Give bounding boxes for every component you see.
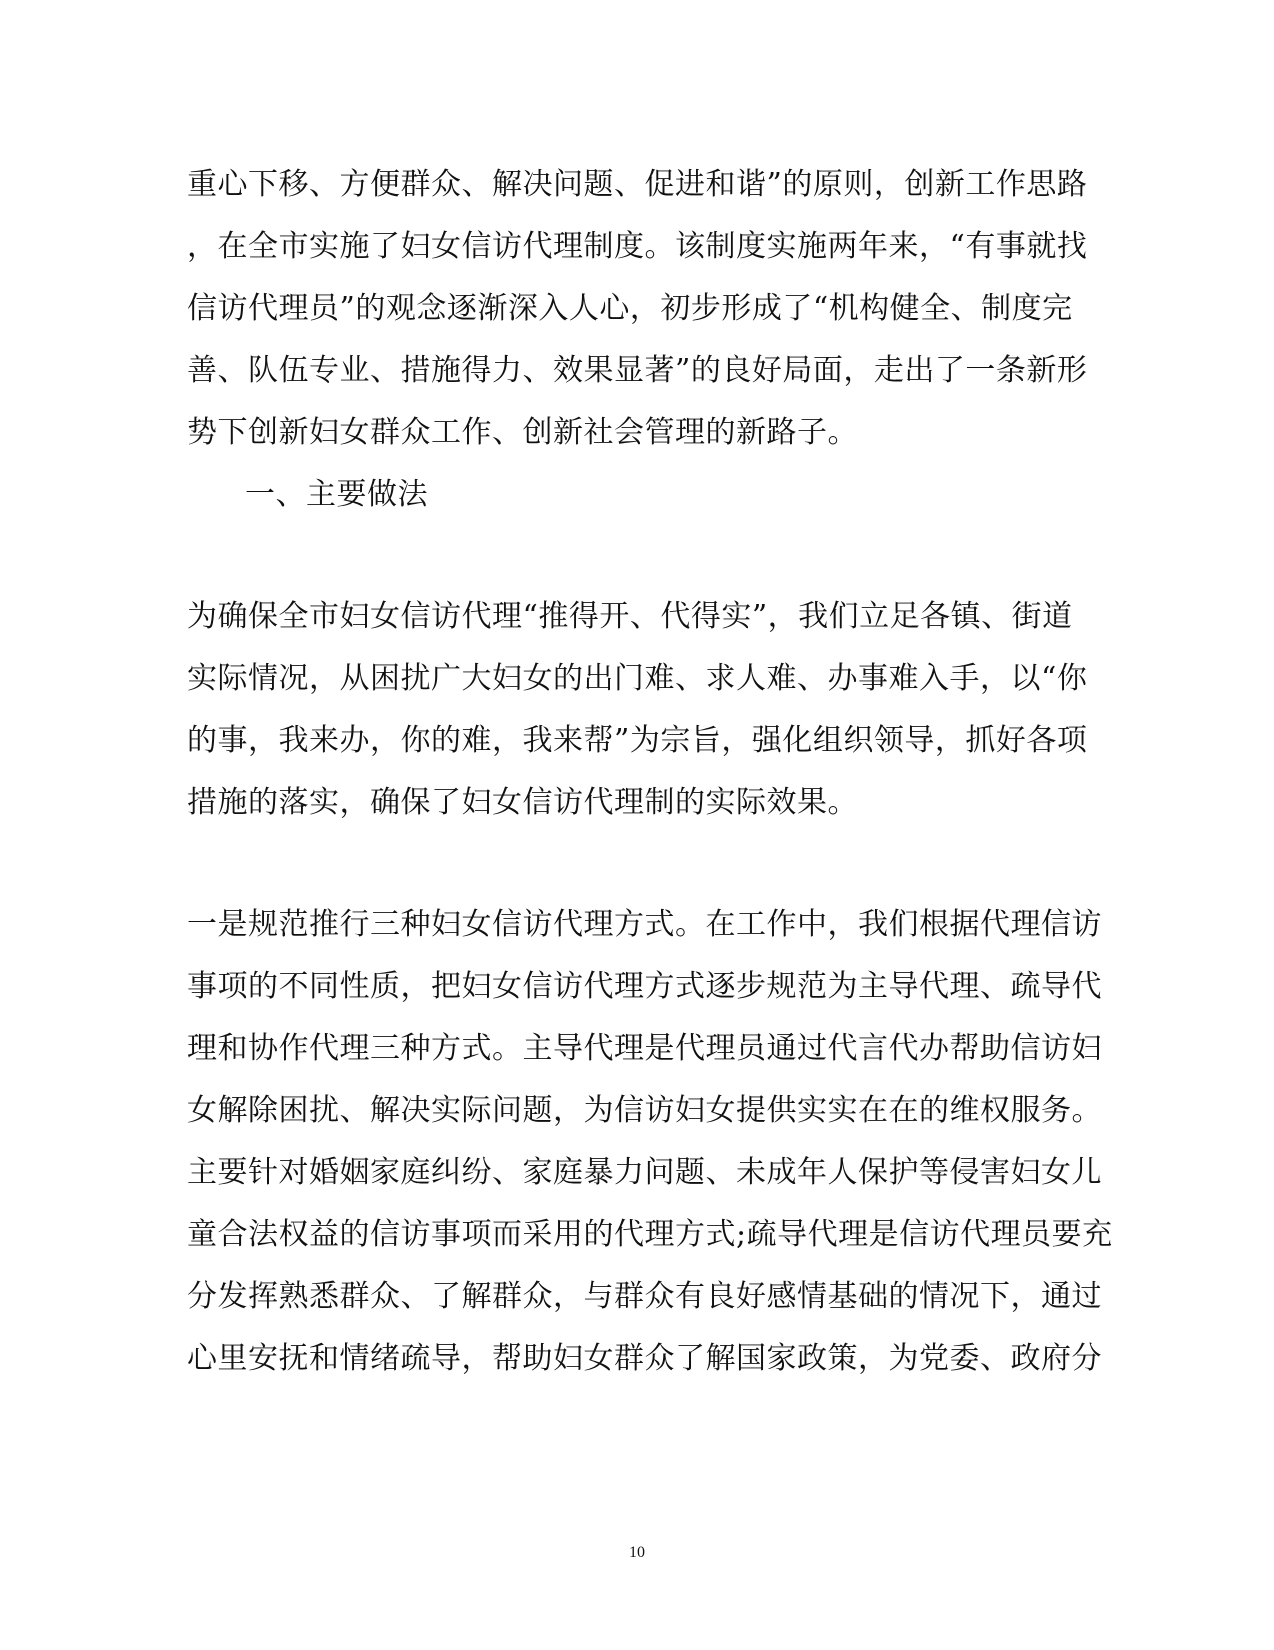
body-text-line: 分发挥熟悉群众、了解群众，与群众有良好感情基础的情况下，通过 <box>187 1279 1102 1314</box>
body-text-line: 重心下移、方便群众、解决问题、促进和谐”的原则，创新工作思路 <box>187 167 1088 202</box>
body-text-line: 的事，我来办，你的难，我来帮”为宗旨，强化组织领导，抓好各项 <box>187 723 1088 758</box>
body-text-line: 主要针对婚姻家庭纠纷、家庭暴力问题、未成年人保护等侵害妇女儿 <box>187 1155 1102 1190</box>
body-text-line: 措施的落实，确保了妇女信访代理制的实际效果。 <box>187 785 858 820</box>
body-text-line: 事项的不同性质，把妇女信访代理方式逐步规范为主导代理、疏导代 <box>187 969 1102 1004</box>
body-text-line: 理和协作代理三种方式。主导代理是代理员通过代言代办帮助信访妇 <box>187 1031 1102 1066</box>
body-text-line: 女解除困扰、解决实际问题，为信访妇女提供实实在在的维权服务。 <box>187 1093 1102 1128</box>
body-text-line: 一是规范推行三种妇女信访代理方式。在工作中，我们根据代理信访 <box>187 907 1102 942</box>
body-text-line: 善、队伍专业、措施得力、效果显著”的良好局面，走出了一条新形 <box>187 353 1088 388</box>
body-text-line: 势下创新妇女群众工作、创新社会管理的新路子。 <box>187 415 858 450</box>
page-number: 10 <box>629 1544 645 1561</box>
body-text-line: 实际情况，从困扰广大妇女的出门难、求人难、办事难入手，以“你 <box>187 661 1088 696</box>
body-text-line: 心里安抚和情绪疏导，帮助妇女群众了解国家政策，为党委、政府分 <box>187 1341 1102 1376</box>
body-text-line: 信访代理员”的观念逐渐深入人心，初步形成了“机构健全、制度完 <box>187 291 1073 326</box>
section-heading: 一、主要做法 <box>245 477 428 512</box>
body-text-line: 为确保全市妇女信访代理“推得开、代得实”，我们立足各镇、街道 <box>187 599 1073 634</box>
body-text-line: 童合法权益的信访事项而采用的代理方式;疏导代理是信访代理员要充 <box>187 1217 1113 1252</box>
body-text-line: ，在全市实施了妇女信访代理制度。该制度实施两年来，“有事就找 <box>187 229 1088 264</box>
